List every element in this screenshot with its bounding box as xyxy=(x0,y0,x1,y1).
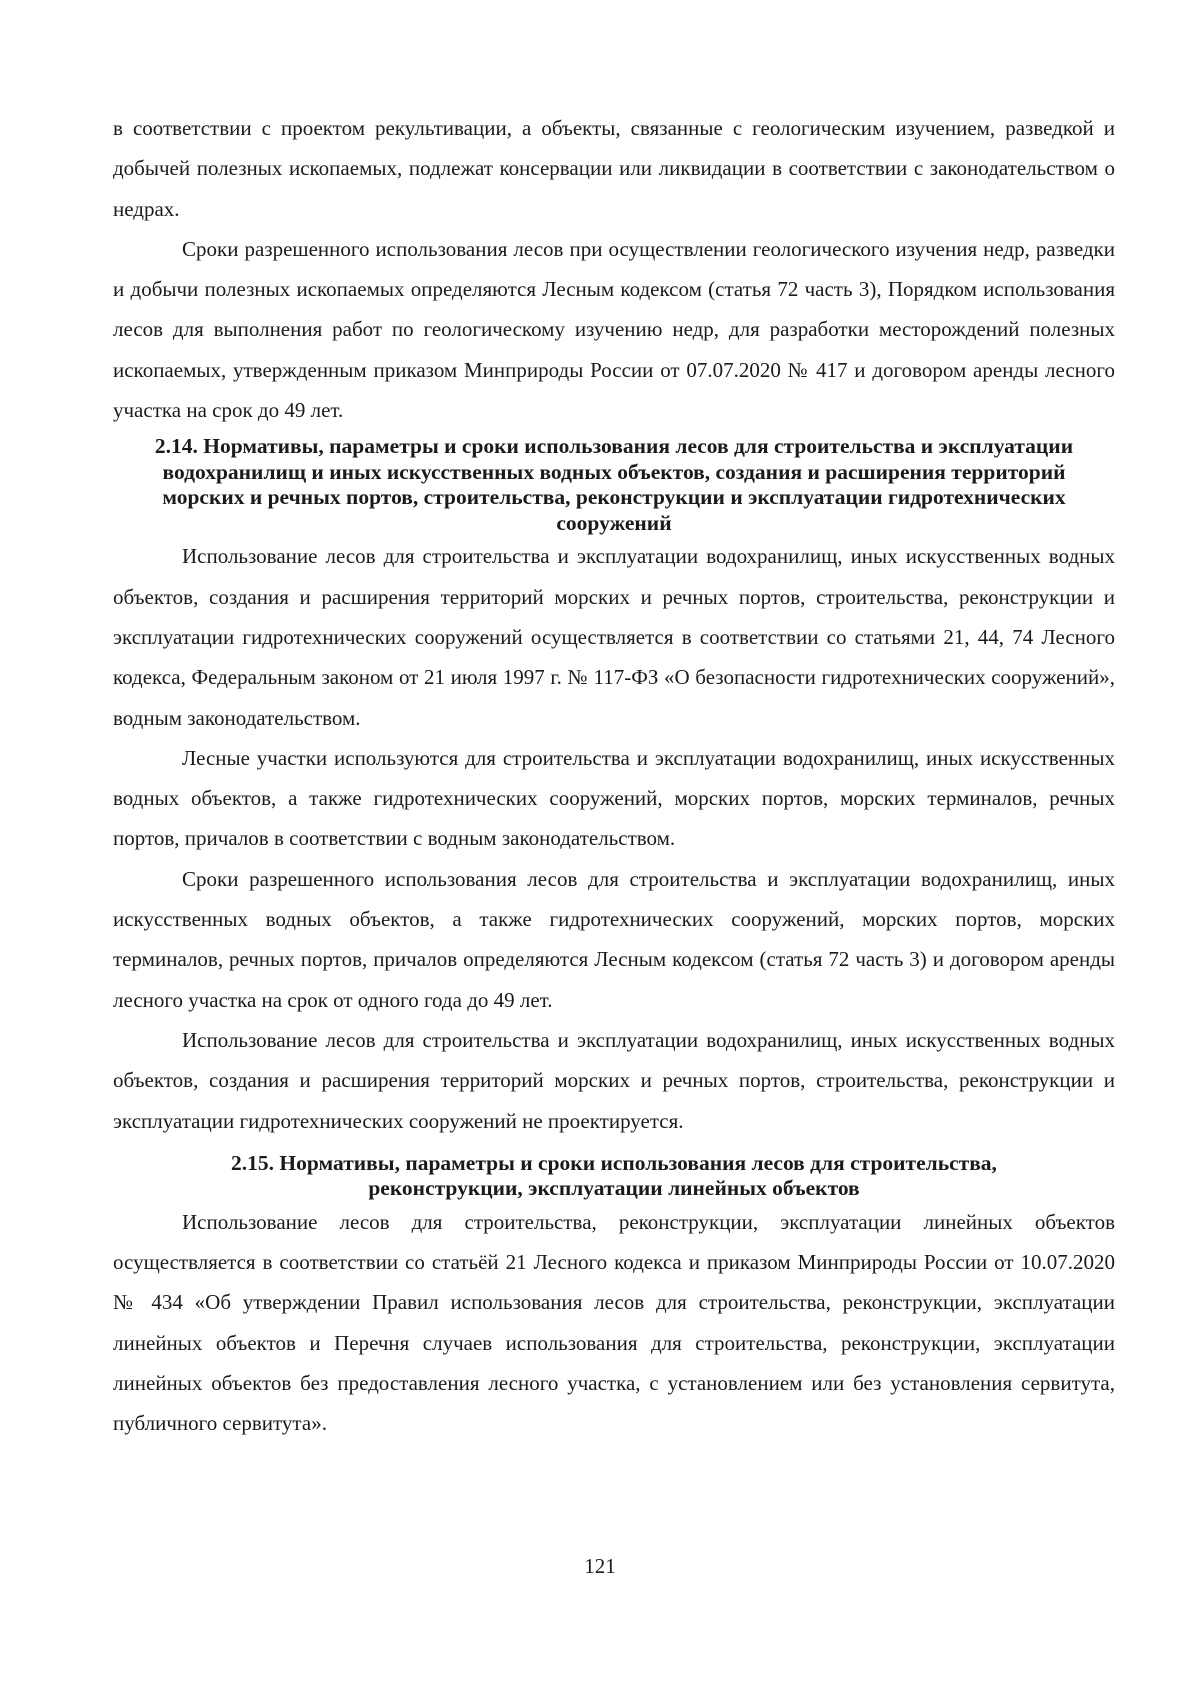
section-heading-2-15: 2.15. Нормативы, параметры и сроки использования лесов для строительства, реконструкции, эксплуатации линейных объектов xyxy=(231,1150,997,1201)
section-heading-2-14: 2.14. Нормативы, параметры и сроки использования лесов для строительства и эксплуатации водохранилищ и иных искусственных водных объектов, создания и расширения территорий морских и речных портов, строительства, реконструкции и эксплуатации гидротехнических сооружений xyxy=(154,434,1074,535)
paragraph-geology-terms: Сроки разрешенного использования лесов при осуществлении геологического изучения недр, разведки и добычи полезных ископаемых определяются Лесным кодексом (статья 72 часть 3), Порядком использования лесов для выполнения работ по геологическому изучению недр, для разработки месторождений полезных ископаемых, утвержденным приказом Минприроды России от 07.07.2020 № 417 и договором аренды лесного участка на срок до 49 лет. xyxy=(113,236,1115,423)
paragraph-2-15-usage: Использование лесов для строительства, реконструкции, эксплуатации линейных объектов осуществляется в соответствии со статьёй 21 Лесного кодекса и приказом Минприроды России от 10.07.2020 № 434 «Об утверждении Правил использования лесов для строительства, реконструкции, эксплуатации линейных объектов и Перечня случаев использования для строительства, реконструкции, эксплуатации линейных объектов без предоставления лесного участка, с установлением или без установления сервитута, публичного сервитута». xyxy=(113,1209,1115,1436)
document-page xyxy=(113,108,1115,1444)
paragraph-2-14-plots: Лесные участки используются для строительства и эксплуатации водохранилищ, иных искусственных водных объектов, а также гидротехнических сооружений, морских портов, морских терминалов, речных портов, причалов в соответствии с водным законодательством. xyxy=(113,745,1115,851)
paragraph-continuation: в соответствии с проектом рекультивации, а объекты, связанные с геологическим изучением, разведкой и добычей полезных ископаемых, подлежат консервации или ликвидации в соответствии с законодательством о недрах. xyxy=(113,116,1115,221)
paragraph-2-14-terms: Сроки разрешенного использования лесов для строительства и эксплуатации водохранилищ, иных искусственных водных объектов, а также гидротехнических сооружений, морских портов, морских терминалов, речных портов, причалов определяются Лесным кодексом (статья 72 часть 3) и договором аренды лесного участка на срок от одного года до 49 лет. xyxy=(113,866,1115,1012)
page-number: 121 xyxy=(584,1554,616,1578)
paragraph-2-14-not-planned: Использование лесов для строительства и эксплуатации водохранилищ, иных искусственных водных объектов, создания и расширения территорий морских и речных портов, строительства, реконструкции и эксплуатации гидротехнических сооружений не проектируется. xyxy=(113,1027,1115,1133)
paragraph-2-14-usage: Использование лесов для строительства и эксплуатации водохранилищ, иных искусственных водных объектов, создания и расширения территорий морских и речных портов, строительства, реконструкции и эксплуатации гидротехнических сооружений осуществляется в соответствии со статьями 21, 44, 74 Лесного кодекса, Федеральным законом от 21 июля 1997 г. № 117-ФЗ «О безопасности гидротехнических сооружений», водным законодательством. xyxy=(113,544,1115,730)
